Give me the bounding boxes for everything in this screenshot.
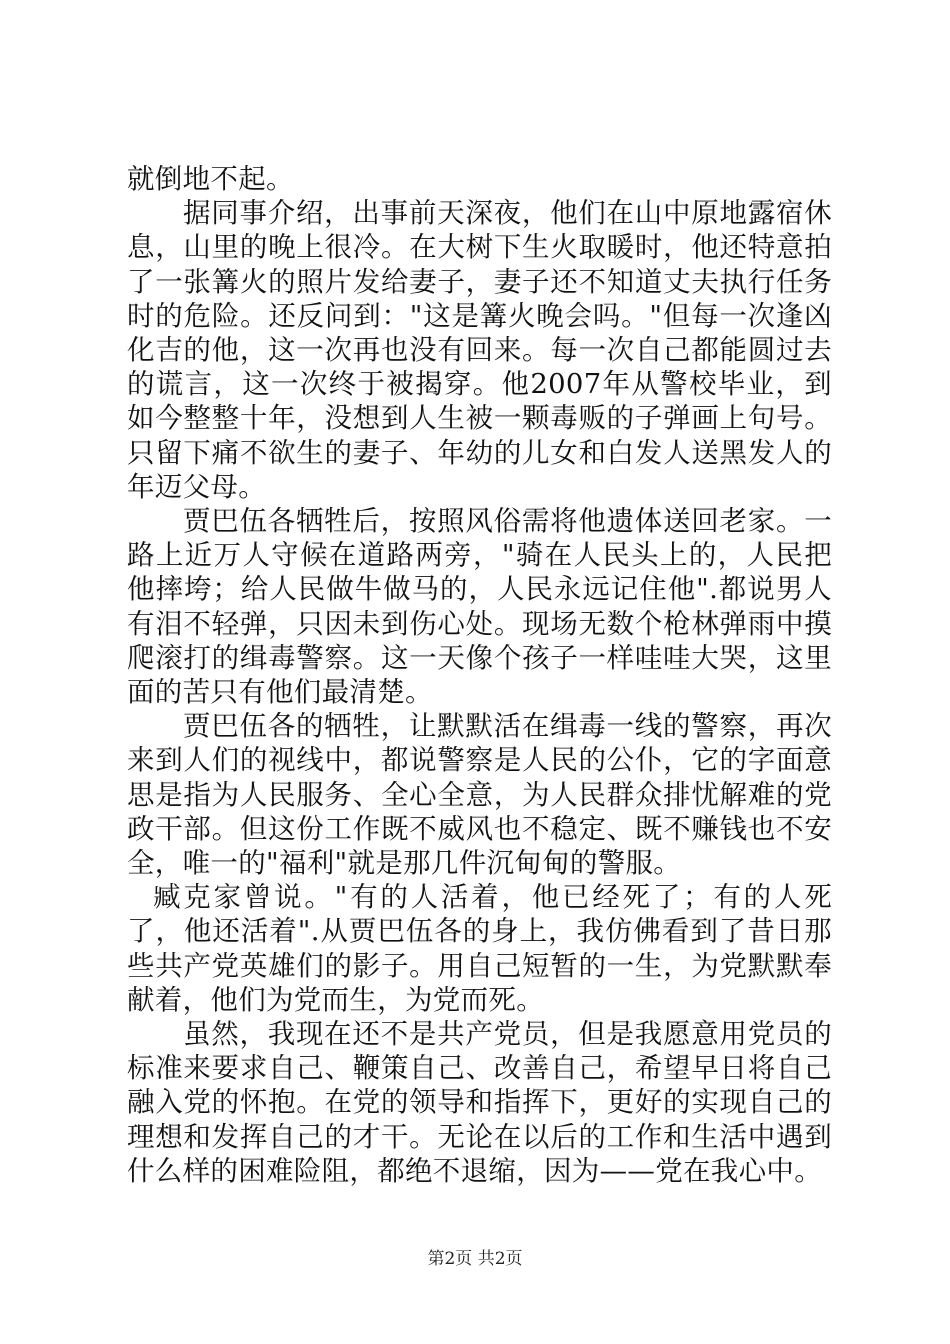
- paragraph-campfire: 据同事介绍，出事前天深夜，他们在山中原地露宿休息，山里的晚上很冷。在大树下生火取暖时，他还特意拍了一张篝火的照片发给妻子，妻子还不知道丈夫执行任务时的危险。还反问到："这是篝火晚会吗。"但每一次逢凶化吉的他，这一次再也没有回来。每一次自己都能圆过去的谎言，这一次终于被揭穿。他2007年从警校毕业，到如今整整十年，没想到人生被一颗毒贩的子弹画上句号。只留下痛不欲生的妻子、年幼的儿女和白发人送黑发人的年迈父母。: [127, 197, 832, 503]
- paragraph-funeral: 贾巴伍各牺牲后，按照风俗需将他遗体送回老家。一路上近万人守候在道路两旁，"骑在人民头上的，人民把他摔垮；给人民做牛做马的，人民永远记住他".都说男人有泪不轻弹，只因未到伤心处。现场无数个枪林弹雨中摸爬滚打的缉毒警察。这一天像个孩子一样哇哇大哭，这里面的苦只有他们最清楚。: [127, 505, 832, 709]
- page-number-footer: 第2页 共2页: [427, 1249, 523, 1269]
- paragraph-police-service: 贾巴伍各的牺牲，让默默活在缉毒一线的警察，再次来到人们的视线中，都说警察是人民的公仆，它的字面意思是指为人民服务、全心全意，为人民群众排忧解难的党政干部。但这份工作既不威风也不稳定、既不赚钱也不安全，唯一的"福利"就是那几件沉甸甸的警服。: [127, 710, 832, 880]
- paragraph-continuation: 就倒地不起。: [127, 163, 294, 195]
- document-body: [127, 162, 832, 1188]
- paragraph-quote: 臧克家曾说。"有的人活着，他已经死了；有的人死了，他还活着".从贾巴伍各的身上，我仿佛看到了昔日那些共产党英雄们的影子。用自己短暂的一生，为党默默奉献着，他们为党而生，为党而死。: [127, 881, 832, 1016]
- paragraph-resolution: 虽然，我现在还不是共产党员，但是我愿意用党员的标准来要求自己、鞭策自己、改善自己，希望早日将自己融入党的怀抱。在党的领导和指挥下，更好的实现自己的理想和发挥自己的才干。无论在以后的工作和生活中遇到什么样的困难险阻，都绝不退缩，因为——党在我心中。: [127, 1018, 832, 1187]
